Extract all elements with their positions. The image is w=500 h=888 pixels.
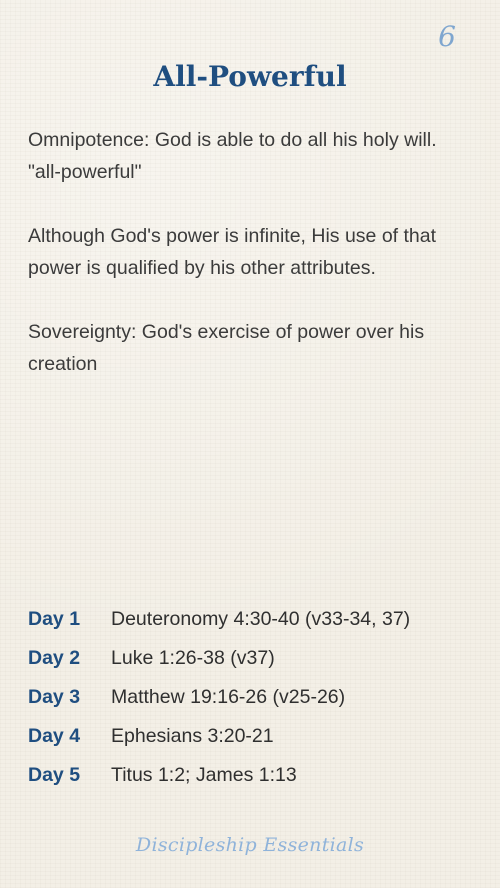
footer-brand: Discipleship Essentials (135, 834, 365, 856)
reading-row (28, 717, 472, 756)
reading-reference: Luke 1:26-38 (v37) (111, 647, 275, 669)
body-text (28, 124, 472, 412)
reading-day-label: Day 2 (28, 647, 81, 669)
reading-row (28, 756, 472, 795)
reading-day-label: Day 5 (28, 764, 81, 786)
reading-day-label: Day 4 (28, 725, 81, 747)
reading-reference: Titus 1:2; James 1:13 (111, 764, 297, 786)
reading-row (28, 678, 472, 717)
reading-row (28, 600, 472, 639)
definition-omnipotence: Omnipotence: God is able to do all his holy will. "all-powerful" (28, 129, 437, 183)
reading-row (28, 639, 472, 678)
reading-plan (28, 600, 472, 795)
paragraph-qualification: Although God's power is infinite, His use of that power is qualified by his other attributes. (28, 225, 437, 279)
reading-day-label: Day 3 (28, 686, 81, 708)
reading-reference: Ephesians 3:20-21 (111, 725, 274, 747)
reading-day-label: Day 1 (28, 608, 81, 630)
reading-reference: Deuteronomy 4:30-40 (v33-34, 37) (111, 608, 411, 630)
page-number: 6 (438, 20, 456, 53)
definition-sovereignty: Sovereignty: God's exercise of power over his creation (28, 321, 425, 375)
page-title: All-Powerful (153, 60, 347, 93)
reading-reference: Matthew 19:16-26 (v25-26) (111, 686, 346, 708)
